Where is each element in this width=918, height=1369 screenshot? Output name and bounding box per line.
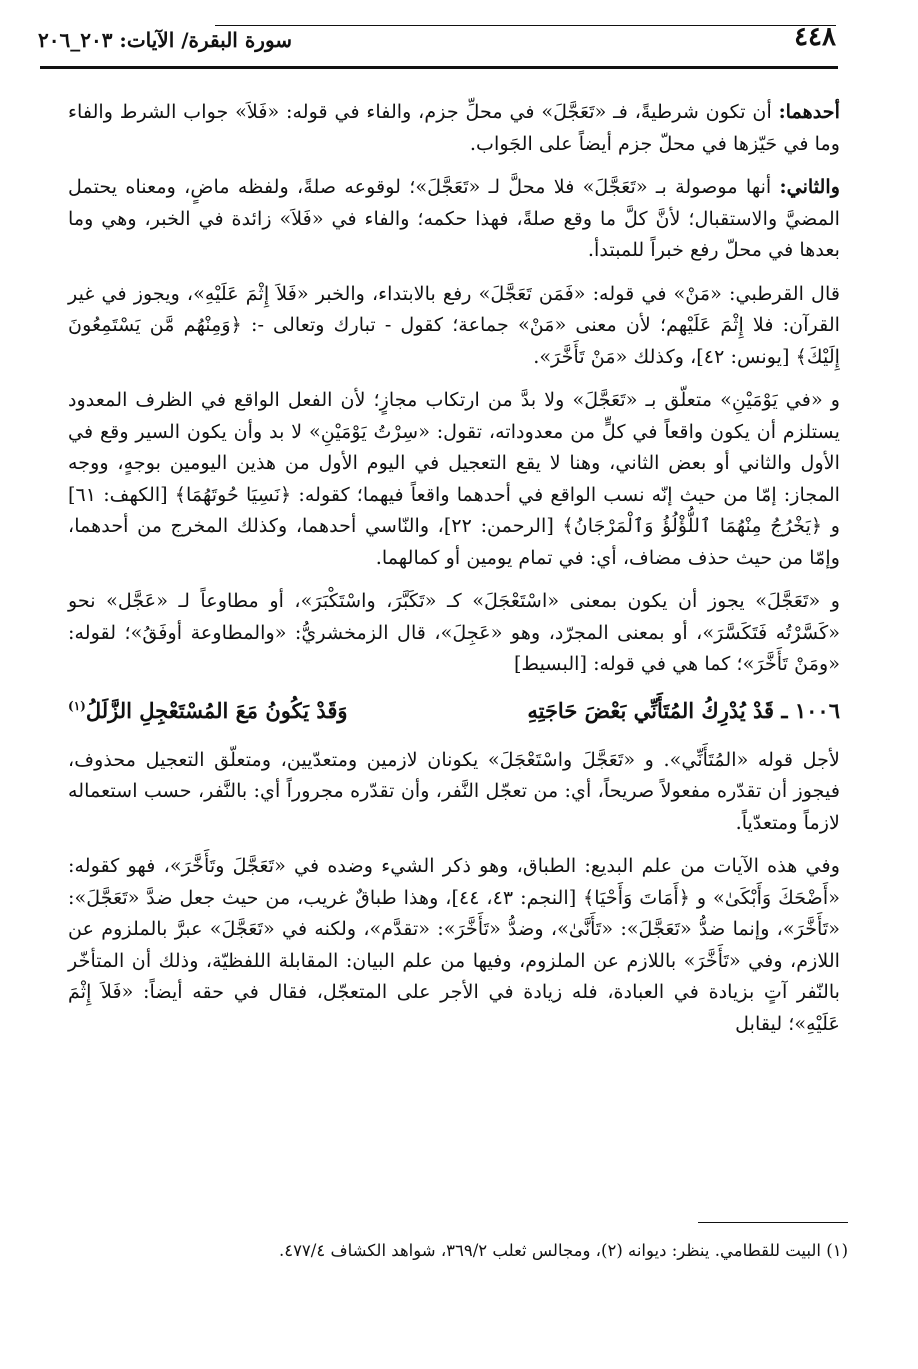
- paragraph-badi: [68, 850, 840, 1039]
- paragraph-first-aspect: [68, 96, 840, 159]
- header-divider: [215, 25, 836, 26]
- paragraph-text: و «تَعَجَّلَ» يجوز أن يكون بمعنى «اسْتَعْجَلَ» كـ «تَكَبَّرَ، واسْتَكْبَرَ»، أو مطاوعاً لـ «عَجَّل» نحو «كَسَّرْتُه فَتَكَسَّرَ»، أو بمعنى المجرّد، وهو «عَجِلَ»، قال الزمخشريُّ: «والمطاوعة أوفَقُ»؛ لقوله: «ومَنْ تَأَخَّرَ»؛ كما هي في قوله: [البسيط]: [68, 589, 840, 675]
- paragraph-taajjal: [68, 585, 840, 680]
- paragraph-text: أنها موصولة بـ «تَعَجَّلَ» فلا محلَّ لـ «تَعَجَّلَ»؛ لوقوعه صلةً، ولفظه ماضٍ، ومعناه يحتمل المضيَّ والاستقبال؛ لأنَّ كلَّ ما وقع صلةً، فهذا حكمه؛ والفاء في «فَلاَ» زائدة في الخبر، وهي وما بعدها في محلّ رفع خبراً للمبتدأ.: [68, 175, 840, 261]
- paragraph-yawmayn: [68, 384, 840, 573]
- paragraph-qurtubi: [68, 278, 840, 373]
- paragraph-lead: أحدهما:: [778, 100, 840, 123]
- page-header: [38, 22, 836, 64]
- verse-number: ١٠٠٦: [794, 697, 840, 723]
- running-title: سورة البقرة/ الآيات: ٢٠٣_٢٠٦: [38, 28, 293, 52]
- footnote-divider: [698, 1222, 848, 1223]
- footnote-marker: (١): [68, 698, 86, 713]
- paragraph-mutaanni: [68, 744, 840, 839]
- verse-second-hemistich: وَقَدْ يَكُونُ مَعَ المُسْتَعْجِلِ الزَّلَلُ$^{(١)}$: [68, 697, 348, 723]
- paragraph-text: لأجل قوله «المُتَأَنِّي». و «تَعَجَّلَ واسْتَعْجَلَ» يكونان لازمين ومتعدّيين، ومتعلّق التعجيل محذوف، فيجوز أن تقدّره مفعولاً صريحاً، أي: من تعجّل النَّفر، وأن تقدّره مجروراً أي: بالنَّفر، حسب استعماله لازماً ومتعدّياً.: [68, 747, 840, 834]
- poetry-verse: [68, 692, 840, 738]
- page-body: [68, 96, 840, 1051]
- paragraph-text: وفي هذه الآيات من علم البديع: الطباق، وهو ذكر الشيء وضده في «تَعَجَّلَ وتَأَخَّرَ»، فهو كقوله: «أَضْحَكَ وَأَبْكَىٰ» و ﴿أَمَاتَ وَأَحْيَا﴾ [النجم: ٤٣، ٤٤]، وهذا طباقٌ غريب، من حيث جعل ضدَّ «تَعَجَّلَ»: «تَأَخَّرَ»، وإنما ضدُّ «تَعَجَّلَ»: «تَأَنَّىٰ»، وضدُّ «تَأَخَّرَ»: «تقدَّم»، ولكنه في «تَعَجَّلَ» عبرَّ بالملزوم عن اللازم، وفي «تَأَخَّرَ» باللازم عن الملزوم، وفيها من علم البيان: المقابلة اللفظيّة، وذلك أن المتأخّر بالنّفر آتٍ بزيادة في العبادة، فله زيادة في الأجر على المتعجّل، فقال في حقه أيضاً: «فَلاَ إِثْمَ عَلَيْهِ»؛ ليقابل: [68, 854, 840, 1035]
- header-rule: [40, 66, 838, 69]
- paragraph-text: قال القرطبي: «مَنْ» في قوله: «فَمَن تَعَجَّلَ» رفع بالابتداء، والخبر «فَلاَ إِثْمَ عَلَيْهِ»، ويجوز في غير القرآن: فلا إِثْمَ عَلَيْهم؛ لأن معنى «مَنْ» جماعة؛ كقول - تبارك وتعالى -: ﴿وَمِنْهُم مَّن يَسْتَمِعُونَ إِلَيْكَ﴾ [يونس: ٤٢]، وكذلك «مَنْ تَأَخَّرَ».: [68, 281, 840, 368]
- verse-first-hemistich: ١٠٠٦ ـ قَدْ يُدْرِكُ المُتَأَنِّي بَعْضَ حَاجَتِهِ: [527, 697, 840, 723]
- paragraph-text: و «في يَوْمَيْنِ» متعلّق بـ «تَعَجَّلَ» ولا بدَّ من ارتكاب مجازٍ؛ لأن الفعل الواقع في الظرف المعدود يستلزم أن يكون واقعاً في كلٍّ من معدوداته، تقول: «سِرْتُ يَوْمَيْنِ» لا بد وأن يكون السير وقع في الأول والثاني أو بعض الثاني، وهنا لا يقع التعجيل في اليوم الأول من هذين اليومين بوجهٍ، ووجه المجاز: إمّا من حيث إنّه نسب الواقع في أحدهما واقعاً فيهما؛ كقوله: ﴿نَسِيَا حُوتَهُمَا﴾ [الكهف: ٦١] و ﴿يَخْرُجُ مِنْهُمَا ٱللُّؤْلُؤُ وَٱلْمَرْجَانُ﴾ [الرحمن: ٢٢]، والنّاسي أحدهما، وكذلك المخرج من أحدهما، وإمّا من حيث حذف مضاف، أي: في تمام يومين أو كمالهما.: [68, 388, 840, 569]
- paragraph-lead: والثاني:: [779, 175, 840, 198]
- page-number: ٤٤٨: [794, 22, 836, 52]
- paragraph-second-aspect: [68, 171, 840, 266]
- paragraph-text: أن تكون شرطيةً، فـ «تَعَجَّلَ» في محلِّ جزم، والفاء في قوله: «فَلاَ» جواب الشرط والفاء وما في حَيّزها في محلّ جزم أيضاً على الجَواب.: [68, 100, 840, 155]
- footnote: (١) البيت للقطامي. ينظر: ديوانه (٢)، ومجالس ثعلب ٣٦٩/٢، شواهد الكشاف ٤٧٧/٤.: [278, 1241, 848, 1260]
